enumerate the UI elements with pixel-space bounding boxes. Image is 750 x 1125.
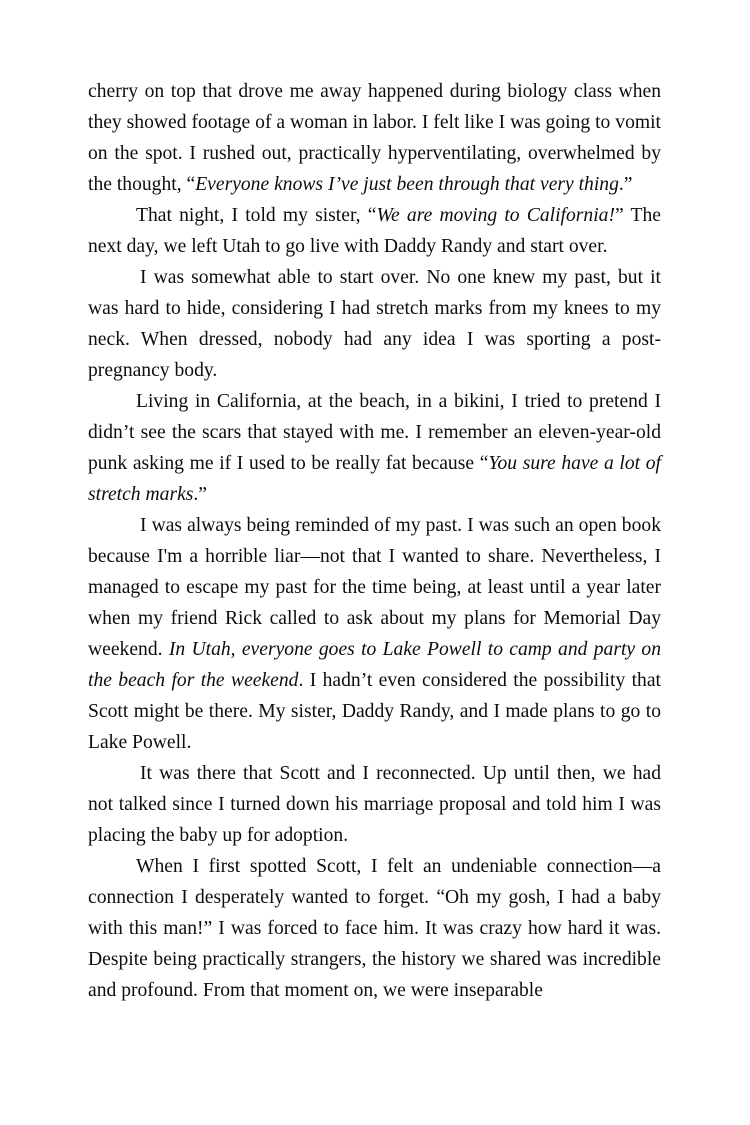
paragraph: [88, 758, 666, 851]
text-run: That night, I told my sister, “: [136, 205, 377, 226]
paragraph: [88, 262, 666, 386]
paragraph: [88, 386, 666, 510]
text-run: When I first spotted Scott, I felt an undeniable connection—a connection I desperately wanted to forget. “Oh my gosh, I had a baby with this man!” I was forced to face him. It was crazy how hard it was. Despite being practically strangers, the history we shared was incredible and profound. From that moment on, we were inseparable: [88, 856, 666, 1001]
text-run: . I hadn’t even considered the possibility that Scott might be there. My sister, Daddy Randy, and I made plans to go to Lake Powell.: [88, 670, 666, 753]
text-run: I was somewhat able to start over. No one knew my past, but it was hard to hide, considering I had stretch marks from my knees to my neck. When dressed, nobody had any idea I was sporting a post-pregnancy body.: [88, 267, 666, 381]
text-run: cherry on top that drove me away happened during biology class when they showed footage of a woman in labor. I felt like I was going to vomit on the spot. I rushed out, practically hyperventilating, overwhelmed by the thought, “: [88, 81, 666, 195]
text-run: .”: [193, 484, 208, 505]
italic-run: In Utah, everyone goes to Lake Powell to camp and party on the beach for the weekend: [88, 639, 666, 691]
paragraph: [88, 851, 666, 1006]
italic-run: You sure have a lot of stretch marks: [88, 453, 666, 505]
paragraph: [88, 510, 666, 758]
text-run: It was there that Scott and I reconnected. Up until then, we had not talked since I turned down his marriage proposal and told him I was placing the baby up for adoption.: [88, 763, 666, 846]
text-run: Living in California, at the beach, in a bikini, I tried to pretend I didn’t see the scars that stayed with me. I remember an eleven-year-old punk asking me if I used to be really fat because “: [88, 391, 666, 474]
text-run: .”: [618, 174, 633, 195]
text-run: ” The next day, we left Utah to go live with Daddy Randy and start over.: [88, 205, 666, 257]
italic-run: We are moving to California!: [376, 205, 615, 226]
paragraph: [88, 76, 666, 200]
italic-run: Everyone knows I’ve just been through that very thing: [195, 174, 619, 195]
text-run: I was always being reminded of my past. I was such an open book because I'm a horrible liar—not that I wanted to share. Nevertheless, I managed to escape my past for the time being, at least until a year later when my friend Rick called to ask about my plans for Memorial Day weekend.: [88, 515, 666, 660]
body-text-block: [88, 76, 666, 1006]
paragraph: [88, 200, 666, 262]
